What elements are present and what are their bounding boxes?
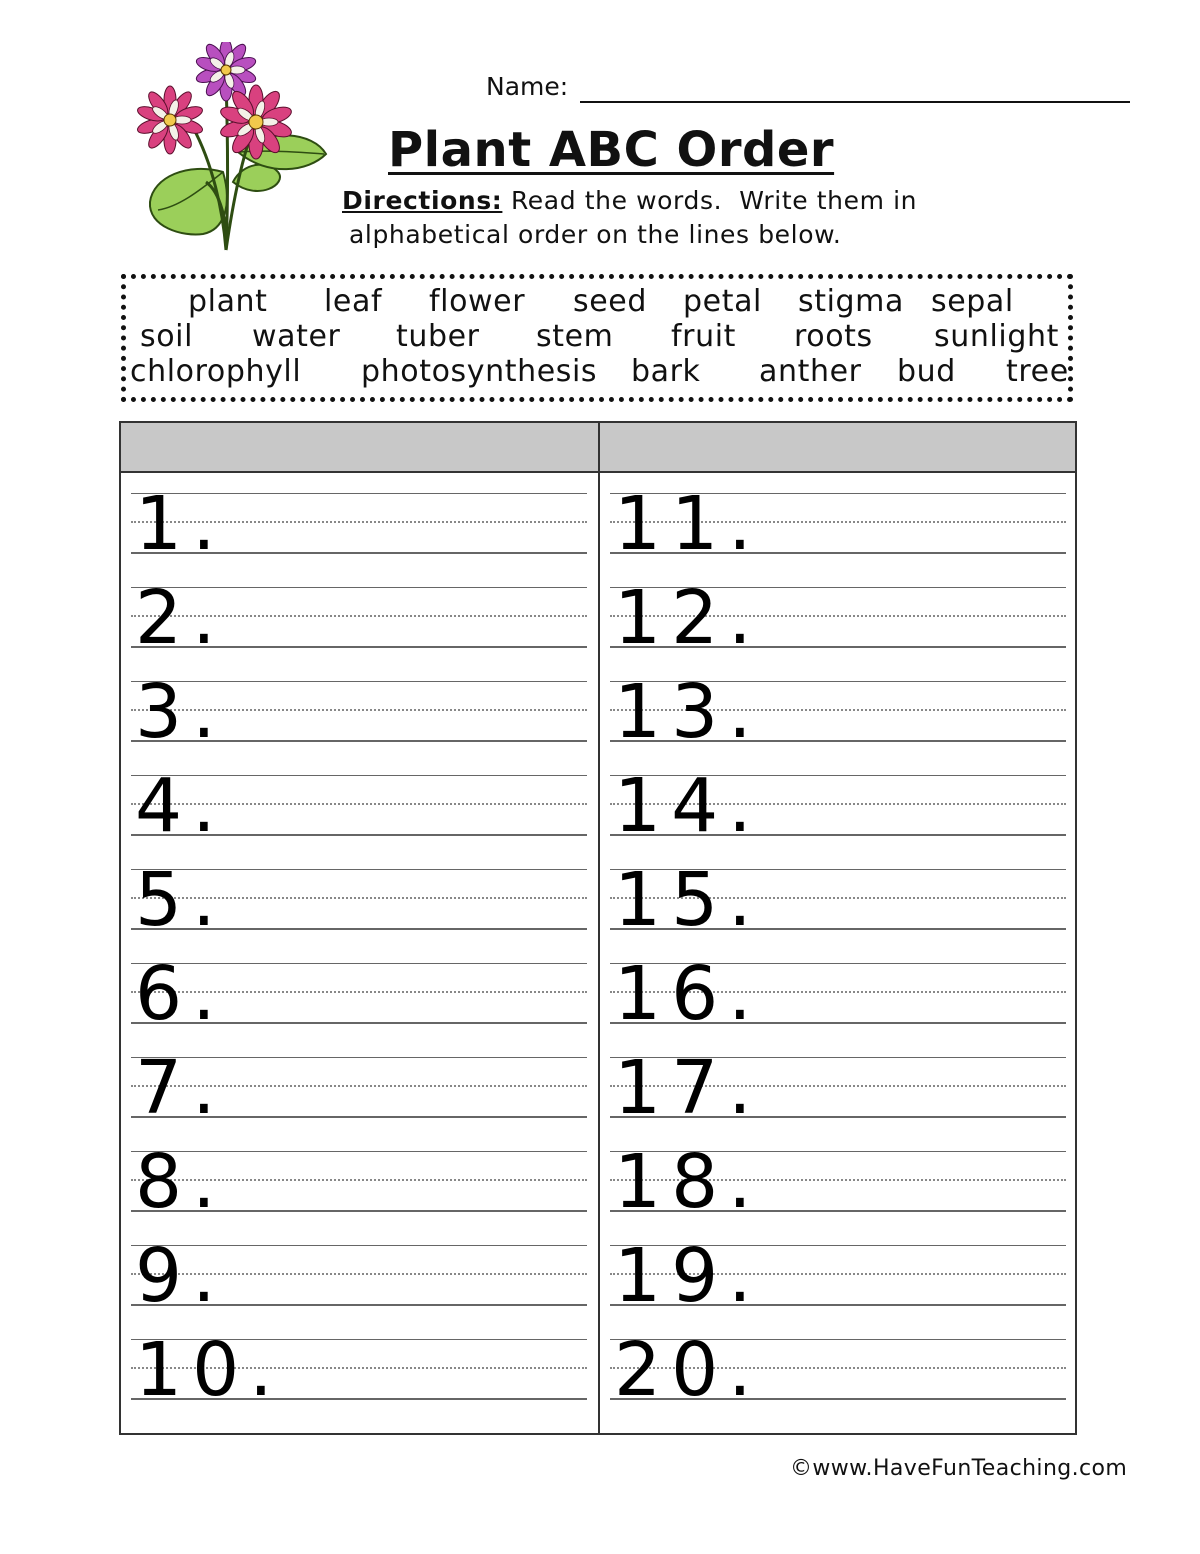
word-bank-word: bud bbox=[897, 354, 956, 389]
copyright-footer: ©www.HaveFunTeaching.com bbox=[790, 1456, 1128, 1481]
answer-number: 16. bbox=[614, 951, 762, 1037]
answer-number: 13. bbox=[614, 669, 762, 755]
word-bank-word: soil bbox=[140, 319, 194, 354]
directions-label: Directions: bbox=[342, 186, 503, 215]
word-bank-word: chlorophyll bbox=[130, 354, 302, 389]
word-bank-word: water bbox=[252, 319, 341, 354]
directions-line-1: Read the words. Write them in bbox=[502, 186, 918, 215]
answer-table bbox=[119, 421, 1077, 1435]
name-field[interactable] bbox=[486, 72, 1131, 106]
word-bank-word: petal bbox=[683, 284, 762, 319]
word-bank-word: sepal bbox=[931, 284, 1014, 319]
answer-line[interactable] bbox=[610, 1327, 1066, 1433]
answer-line[interactable] bbox=[131, 1233, 587, 1339]
answer-line[interactable] bbox=[131, 857, 587, 963]
word-bank-word: fruit bbox=[671, 319, 737, 354]
flower-illustration bbox=[128, 42, 333, 254]
answer-line[interactable] bbox=[131, 1327, 587, 1433]
name-label: Name: bbox=[486, 72, 569, 101]
answer-line[interactable] bbox=[131, 1139, 587, 1245]
name-write-line[interactable] bbox=[580, 101, 1130, 103]
answer-line[interactable] bbox=[610, 1139, 1066, 1245]
answer-number: 19. bbox=[614, 1233, 762, 1319]
answer-number: 18. bbox=[614, 1139, 762, 1225]
answer-number: 4. bbox=[135, 763, 226, 849]
answer-line[interactable] bbox=[610, 1045, 1066, 1151]
answer-line[interactable] bbox=[131, 575, 587, 681]
answer-line[interactable] bbox=[131, 763, 587, 869]
answer-number: 1. bbox=[135, 481, 226, 567]
answer-number: 6. bbox=[135, 951, 226, 1037]
answer-line[interactable] bbox=[610, 481, 1066, 587]
answer-number: 12. bbox=[614, 575, 762, 661]
answer-number: 10. bbox=[135, 1327, 283, 1413]
answer-number: 11. bbox=[614, 481, 762, 567]
answer-line[interactable] bbox=[610, 1233, 1066, 1339]
word-bank-word: tuber bbox=[396, 319, 480, 354]
answer-number: 7. bbox=[135, 1045, 226, 1131]
answer-number: 2. bbox=[135, 575, 226, 661]
word-bank bbox=[121, 274, 1073, 402]
word-bank-word: roots bbox=[794, 319, 873, 354]
answer-line[interactable] bbox=[610, 857, 1066, 963]
word-bank-word: leaf bbox=[324, 284, 383, 319]
word-bank-word: anther bbox=[759, 354, 862, 389]
answer-number: 14. bbox=[614, 763, 762, 849]
word-bank-word: tree bbox=[1006, 354, 1069, 389]
word-bank-word: seed bbox=[573, 284, 647, 319]
page-title: Plant ABC Order bbox=[388, 122, 835, 178]
word-bank-word: flower bbox=[429, 284, 526, 319]
answer-line[interactable] bbox=[610, 951, 1066, 1057]
word-bank-word: sunlight bbox=[934, 319, 1059, 354]
answer-line[interactable] bbox=[131, 481, 587, 587]
directions bbox=[342, 184, 962, 252]
answer-number: 3. bbox=[135, 669, 226, 755]
answer-line[interactable] bbox=[610, 669, 1066, 775]
word-bank-word: stigma bbox=[798, 284, 904, 319]
answer-number: 15. bbox=[614, 857, 762, 943]
answer-number: 17. bbox=[614, 1045, 762, 1131]
word-bank-word: plant bbox=[188, 284, 268, 319]
answer-line[interactable] bbox=[131, 669, 587, 775]
word-bank-word: stem bbox=[536, 319, 614, 354]
column-divider bbox=[598, 423, 600, 1433]
answer-line[interactable] bbox=[131, 951, 587, 1057]
answer-line[interactable] bbox=[131, 1045, 587, 1151]
flower-pink bbox=[136, 86, 204, 154]
answer-number: 8. bbox=[135, 1139, 226, 1225]
word-bank-word: bark bbox=[631, 354, 701, 389]
answer-line[interactable] bbox=[610, 575, 1066, 681]
word-bank-word: photosynthesis bbox=[361, 354, 598, 389]
answer-number: 5. bbox=[135, 857, 226, 943]
answer-number: 9. bbox=[135, 1233, 226, 1319]
flower-purple bbox=[195, 42, 258, 101]
answer-number: 20. bbox=[614, 1327, 762, 1413]
directions-line-2: alphabetical order on the lines below. bbox=[349, 220, 842, 249]
answer-line[interactable] bbox=[610, 763, 1066, 869]
